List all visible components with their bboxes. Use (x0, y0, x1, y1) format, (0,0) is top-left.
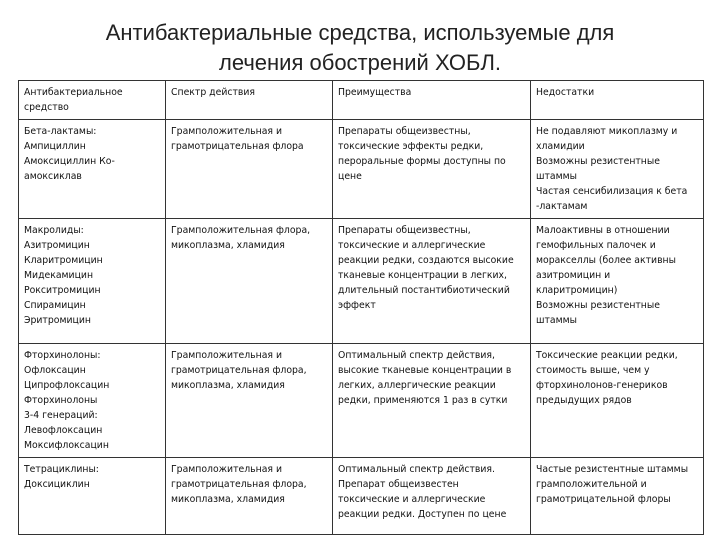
cell-advantages (333, 458, 531, 535)
cell-text-line: Бета-лактамы: (24, 126, 97, 137)
cell-text-line: грамотрицательная флора, (171, 365, 307, 376)
cell-text-line: Доксициклин (24, 479, 90, 490)
cell-text-line: Спирамицин (24, 300, 86, 311)
cell-text-line: реакции редки. Доступен по цене (338, 509, 507, 520)
cell-text-line: пероральные формы доступны по (338, 156, 506, 167)
cell-text-line: амоксиклав (24, 171, 82, 182)
antibacterial-table (18, 80, 704, 535)
cell-text-line: Препараты общеизвестны, (338, 126, 471, 137)
cell-advantages (333, 120, 531, 219)
table-row (19, 120, 704, 219)
cell-text-line: штаммы (536, 315, 577, 326)
cell-text-line: фторхинолонов-генериков (536, 380, 668, 391)
cell-text-line: токсические и аллергические (338, 494, 486, 505)
cell-text-line: Недостатки (536, 87, 595, 98)
cell-text-line: моракселлы (более активны (536, 255, 676, 266)
cell-text-line: цене (338, 171, 362, 182)
cell-text-line: токсические эффекты редки, (338, 141, 484, 152)
cell-text-line: эффект (338, 300, 376, 311)
cell-text-line: Спектр действия (171, 87, 256, 98)
cell-spectrum (166, 120, 333, 219)
cell-text-line: стоимость выше, чем у (536, 365, 650, 376)
cell-text-line: длительный постантибиотический (338, 285, 510, 296)
cell-text-line: Мидекамицин (24, 270, 94, 281)
cell-agent (19, 344, 166, 458)
cell-text-line: Тетрациклины: (24, 464, 99, 475)
table-row (19, 219, 704, 344)
cell-text-line: Малоактивны в отношении (536, 225, 670, 236)
header-cell-spectrum (166, 81, 333, 120)
cell-spectrum (166, 219, 333, 344)
cell-agent (19, 458, 166, 535)
cell-text-line: Преимущества (338, 87, 412, 98)
page-title-line-2: лечения обострений ХОБЛ. (218, 50, 501, 75)
cell-text-line: Возможны резистентные (536, 300, 660, 311)
cell-text-line: тканевые концентрации в легких, (338, 270, 508, 281)
cell-text-line: штаммы (536, 171, 577, 182)
page-title-line-1: Антибактериальные средства, используемые для (105, 20, 615, 45)
table-row (19, 458, 704, 535)
cell-text-line: микоплазма, хламидия (171, 494, 285, 505)
cell-text-line: средство (24, 102, 69, 113)
page-title (0, 18, 720, 78)
cell-text-line: Фторхинолоны (24, 395, 98, 406)
cell-text-line: Ципрофлоксацин (24, 380, 110, 391)
cell-advantages (333, 344, 531, 458)
cell-disadvantages (531, 219, 704, 344)
cell-text-line: микоплазма, хламидия (171, 240, 285, 251)
cell-text-line: Кларитромицин (24, 255, 103, 266)
cell-text-line: Эритромицин (24, 315, 91, 326)
cell-text-line: Препараты общеизвестны, (338, 225, 471, 236)
cell-text-line: Амоксициллин Ко- (24, 156, 115, 167)
cell-text-line: Оптимальный спектр действия. (338, 464, 495, 475)
table-row (19, 344, 704, 458)
cell-text-line: Ампициллин (24, 141, 86, 152)
cell-text-line: Грамположительная и (171, 126, 283, 137)
cell-text-line: грамположительной и (536, 479, 647, 490)
table-header-row (19, 81, 704, 120)
cell-text-line: азитромицин и (536, 270, 611, 281)
cell-text-line: Офлоксацин (24, 365, 86, 376)
cell-text-line: 3-4 генераций: (24, 410, 98, 421)
cell-text-line: Возможны резистентные (536, 156, 660, 167)
cell-text-line: Частая сенсибилизация к бета (536, 186, 688, 197)
cell-text-line: хламидии (536, 141, 585, 152)
cell-text-line: Азитромицин (24, 240, 90, 251)
cell-text-line: Левофлоксацин (24, 425, 103, 436)
cell-spectrum (166, 344, 333, 458)
header-cell-advantages (333, 81, 531, 120)
cell-text-line: гемофильных палочек и (536, 240, 656, 251)
cell-disadvantages (531, 458, 704, 535)
cell-text-line: Частые резистентные штаммы (536, 464, 689, 475)
cell-agent (19, 120, 166, 219)
cell-text-line: -лактамам (536, 201, 588, 212)
cell-text-line: Грамположительная и (171, 464, 283, 475)
cell-text-line: кларитромицин) (536, 285, 618, 296)
cell-text-line: Фторхинолоны: (24, 350, 101, 361)
cell-text-line: Рокситромицин (24, 285, 101, 296)
cell-text-line: Грамположительная флора, (171, 225, 311, 236)
cell-text-line: Моксифлоксацин (24, 440, 109, 451)
cell-text-line: редки, применяются 1 раз в сутки (338, 395, 508, 406)
cell-text-line: токсические и аллергические (338, 240, 486, 251)
cell-text-line: грамотрицательной флоры (536, 494, 671, 505)
cell-text-line: легких, аллергические реакции (338, 380, 496, 391)
cell-advantages (333, 219, 531, 344)
cell-text-line: высокие тканевые концентрации в (338, 365, 512, 376)
cell-text-line: Макролиды: (24, 225, 84, 236)
cell-text-line: Токсические реакции редки, (536, 350, 678, 361)
cell-text-line: микоплазма, хламидия (171, 380, 285, 391)
cell-text-line: Оптимальный спектр действия, (338, 350, 495, 361)
cell-text-line: предыдущих рядов (536, 395, 632, 406)
cell-text-line: Не подавляют микоплазму и (536, 126, 678, 137)
header-cell-agent (19, 81, 166, 120)
cell-text-line: грамотрицательная флора (171, 141, 304, 152)
cell-disadvantages (531, 120, 704, 219)
cell-text-line: грамотрицательная флора, (171, 479, 307, 490)
cell-text-line: Антибактериальное (24, 87, 123, 98)
cell-agent (19, 219, 166, 344)
cell-text-line: Грамположительная и (171, 350, 283, 361)
cell-disadvantages (531, 344, 704, 458)
header-cell-disadvantages (531, 81, 704, 120)
cell-text-line: реакции редки, создаются высокие (338, 255, 514, 266)
cell-text-line: Препарат общеизвестен (338, 479, 459, 490)
cell-spectrum (166, 458, 333, 535)
